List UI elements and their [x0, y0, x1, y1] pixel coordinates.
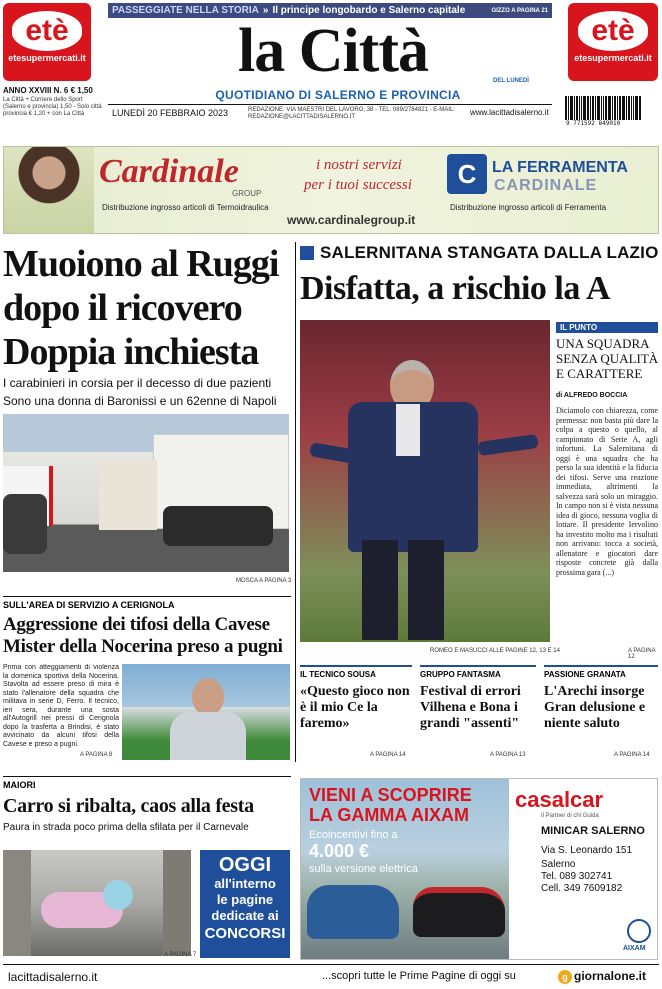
cardinale-desc: Distribuzione ingrosso articoli di Termoidraulica	[102, 203, 269, 212]
sub-rule-2	[420, 665, 536, 667]
cerignola-headline[interactable]: Aggressione dei tifosi della Cavese Mister della Nocerina preso a pugni	[3, 614, 283, 657]
top-headline: Il principe longobardo e Salerno capitale	[272, 5, 466, 16]
lead-left-headline[interactable]: Muoiono al Ruggi dopo il ricovero Doppia inchiesta	[3, 243, 279, 373]
ferramenta-desc: Distribuzione ingrosso articoli di Ferramenta	[450, 203, 607, 212]
blue-car	[307, 885, 399, 939]
dealer-cell: Cell. 349 7609182	[541, 883, 623, 894]
ferramenta-line1: LA FERRAMENTA	[492, 159, 628, 176]
sub-rule-1	[300, 665, 412, 667]
editorial-address: REDAZIONE: VIA MAESTRI DEL LAVORO, 38 - TEL. 089/2784821 - E-MAIL: REDAZIONE@LACITTADISALERNO.IT	[248, 107, 455, 120]
title-tag: DEL LUNEDÌ	[493, 78, 529, 84]
aixam-line1: VIENI A SCOPRIRE	[309, 785, 472, 805]
oggi-line3: le pagine	[216, 892, 274, 907]
anno-info	[3, 86, 103, 118]
sousa-headline[interactable]: «Questo gioco non è il mio Ce la faremo»	[300, 684, 410, 731]
newspaper-title[interactable]: la Città	[237, 17, 429, 85]
oggi-box[interactable]	[200, 850, 290, 958]
il-punto-label: IL PUNTO	[556, 322, 658, 333]
maiori-page-ref: A PAGINA 7	[164, 952, 197, 958]
cardinale-logo: Cardinale	[99, 153, 239, 190]
maiori-headline[interactable]: Carro si ribalta, caos alla festa	[3, 795, 254, 817]
lead-right-caption: ROMEO E MASUCCI ALLE PAGINE 12, 13 E 14	[430, 648, 560, 654]
footer-text: ...scopri tutte le Prime Pagine di oggi su	[322, 970, 516, 982]
aixam-ad[interactable]	[300, 778, 658, 960]
lead-left-deck-2: Sono una donna di Baronissi e un 62enne di Napoli	[3, 394, 277, 408]
sub-rule-3	[544, 665, 658, 667]
slogan-1: i nostri servizi	[316, 157, 402, 173]
aixam-icon	[627, 919, 651, 943]
casalcar-logo: casalcar	[515, 787, 604, 812]
fantasma-headline[interactable]: Festival di errori Vilhena e Bona i grandi "assenti"	[420, 684, 521, 731]
date: LUNEDÌ 20 FEBBRAIO 2023	[112, 108, 229, 118]
section-rule	[3, 596, 291, 597]
model-photo	[4, 147, 94, 233]
chevron-icon: »	[262, 5, 269, 16]
fantasma-kicker: GRUPPO FANTASMA	[420, 670, 501, 679]
cardinale-website[interactable]: www.cardinalegroup.it	[287, 213, 416, 227]
ete-logo: etè	[12, 11, 82, 51]
ete-site: etesupermercati.it	[8, 53, 86, 63]
lead-right-page-ref: A PAGINA 12	[628, 648, 656, 660]
il-punto-headline[interactable]: UNA SQUADRA SENZA QUALITÀ E CARATTERE	[556, 336, 659, 381]
aixam-offer1: Ecoincentivi fino a	[309, 829, 398, 841]
passione-page-ref: A PAGINA 14	[614, 752, 650, 758]
hospital-photo	[3, 414, 289, 572]
ete-logo: etè	[578, 11, 648, 51]
aixam-brand: AIXAM	[623, 945, 646, 952]
il-punto-byline: di ALFREDO BOCCIA	[556, 392, 628, 399]
oggi-line2: all'interno	[214, 876, 276, 891]
sousa-kicker: IL TECNICO SOUSA	[300, 670, 376, 679]
aixam-offer-amount: 4.000 €	[309, 841, 370, 861]
cerignola-page-ref: A PAGINA 8	[80, 752, 113, 758]
cardinale-group: GROUP	[232, 189, 262, 198]
lead-left-deck-1: I carabinieri in corsia per il decesso di due pazienti	[3, 376, 272, 390]
top-kicker: PASSEGGIATE NELLA STORIA	[112, 5, 259, 16]
coach-photo	[122, 664, 290, 760]
giornalone-icon: g	[558, 970, 572, 984]
ete-ad-left[interactable]	[3, 3, 91, 81]
lead-left-caption: MOSCA A PAGINA 3	[236, 578, 292, 584]
cerignola-body: Prima con atteggiamenti di violenza la domenica sportiva della Nocerina. Stavolta ad essere preso di mira è stato l'allenatore della squadra che militava in serie D, Ferro. Il tecnico, ieri sera, durante una sosta all'Autogrill nei pressi di Cerignola dopo la trasferta a Brindisi, è stato avvicinato da alcuni tifosi della Cavese e preso a pugni.	[3, 664, 119, 748]
fantasma-page-ref: A PAGINA 13	[490, 752, 526, 758]
lead-right-kicker: SALERNITANA STANGATA DALLA LAZIO	[320, 243, 659, 262]
dealer-address2: Salerno	[541, 859, 576, 870]
carnival-photo	[3, 850, 191, 956]
slogan-2: per i tuoi successi	[304, 177, 412, 193]
ferramenta-icon: C	[447, 154, 487, 194]
top-page-ref: GIZZO A PAGINA 21	[491, 7, 548, 14]
bottom-rule	[3, 776, 291, 777]
sousa-photo	[300, 320, 550, 642]
black-car	[413, 887, 505, 937]
footer-rule	[3, 964, 659, 965]
masthead-rule	[108, 104, 552, 105]
passione-headline[interactable]: L'Arechi insorge Gran delusione e niente saluto	[544, 684, 646, 731]
oggi-line4: dedicate ai	[211, 908, 279, 923]
ete-site: etesupermercati.it	[574, 53, 652, 63]
ete-ad-right[interactable]	[568, 3, 658, 81]
oggi-line5: CONCORSI	[204, 925, 286, 942]
cardinale-ad[interactable]	[3, 146, 659, 234]
editorial-left: La Città + Corriere dello Sport (Salerno e provincia) 1,50 - Solo città provincia € 1,20 + con La Città	[3, 97, 102, 117]
oggi-line1: OGGI	[218, 854, 272, 876]
barcode-number: 9 771592 849010	[566, 120, 621, 127]
cerignola-kicker: SULL'AREA DI SERVIZIO A CERIGNOLA	[3, 600, 175, 610]
maiori-kicker: MAIORI	[3, 780, 36, 790]
aixam-offer2: sulla versione elettrica	[309, 863, 418, 875]
newspaper-subtitle: QUOTIDIANO DI SALERNO E PROVINCIA	[215, 88, 461, 102]
dealer-address1: Via S. Leonardo 151	[541, 845, 633, 856]
maiori-deck: Paura in strada poco prima della sfilata per il Carnevale	[3, 822, 249, 833]
website[interactable]: www.lacittadisalerno.it	[470, 108, 549, 117]
sousa-page-ref: A PAGINA 14	[370, 752, 406, 758]
dealer-name: MINICAR SALERNO	[541, 825, 645, 837]
anno: ANNO XXVIII N. 6 € 1,50	[3, 86, 93, 95]
ferramenta-line2: CARDINALE	[494, 177, 598, 194]
aixam-line2: LA GAMMA AIXAM	[309, 805, 469, 825]
dealer-panel	[509, 779, 657, 959]
kicker-square	[300, 246, 314, 260]
vertical-divider	[295, 242, 296, 762]
il-punto-body: Diciamolo con chiarezza, come premessa: non basta più dare la colpa a questo o quello, al campionato di Serie A, agli infortuni. La Salernitana di oggi è una squadra che ha perso la sua identità e la fiducia dei tifosi. Serve una reazione immediata, altrimenti la salvezza sarà solo un miraggio. In campo non si è vista nessuna idea di gioco, nessuna voglia di lottare. Il presidente Iervolino ha investito molto ma i risultati non arrivano: tocca a società, allenatore e giocatori dare risposte concrete già dalla prossima gara (...)	[556, 406, 658, 577]
passione-kicker: PASSIONE GRANATA	[544, 670, 626, 679]
footer-site[interactable]: lacittadisalerno.it	[8, 970, 98, 984]
dealer-tel: Tel. 089 302741	[541, 871, 613, 882]
footer-brand[interactable]: giornalone.it	[574, 969, 646, 983]
barcode	[565, 96, 658, 120]
casalcar-tag: Il Partner di chi Guida	[541, 813, 599, 819]
lead-right-headline[interactable]: Disfatta, a rischio la A	[300, 270, 611, 307]
